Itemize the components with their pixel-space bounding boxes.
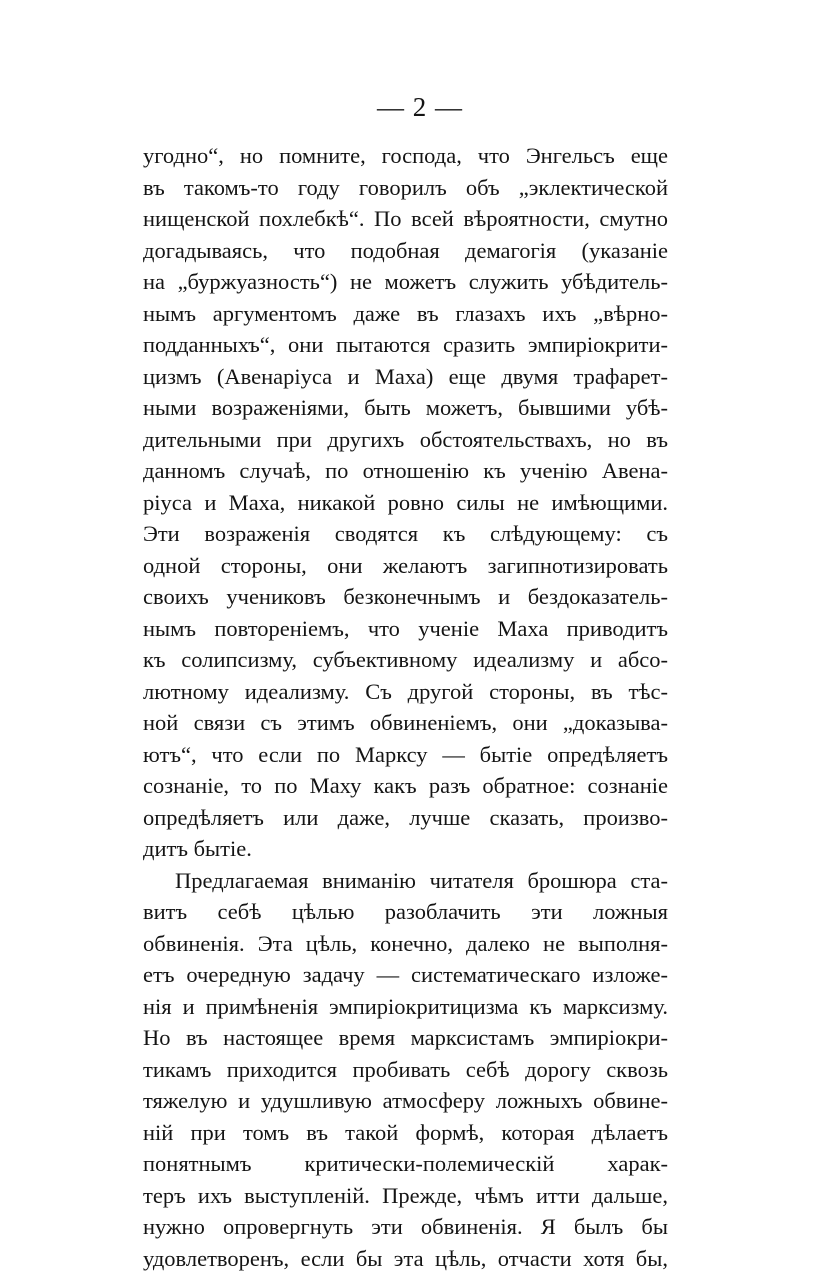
text-line: понятнымъ критически-полемическій харак- [143,1148,668,1180]
text-line: нымъ аргументомъ даже въ глазахъ ихъ „вѣрно- [143,298,668,330]
text-line: нія и примѣненія эмпиріокритицизма къ марксизму. [143,991,668,1023]
text-line: ній при томъ въ такой формѣ, которая дѣлаетъ [143,1117,668,1149]
text-line: ріуса и Маха, никакой ровно силы не имѣющими. [143,487,668,519]
text-line: обвиненія. Эта цѣль, конечно, далеко не выполня- [143,928,668,960]
text-line: сознаніе, то по Маху какъ разъ обратное: сознаніе [143,770,668,802]
text-line: Предлагаемая вниманію читателя брошюра ста- [143,865,668,897]
text-line: нужно опровергнуть эти обвиненія. Я былъ бы [143,1211,668,1243]
text-line: удовлетворенъ, если бы эта цѣль, отчасти хотя бы, [143,1243,668,1274]
text-line: ными возраженіями, быть можетъ, бывшими убѣ- [143,392,668,424]
body-text [143,140,668,1274]
text-line: теръ ихъ выступленій. Прежде, чѣмъ итти дальше, [143,1180,668,1212]
paragraph-1 [143,140,668,865]
text-line: одной стороны, они желаютъ загипнотизировать [143,550,668,582]
text-line: етъ очередную задачу — систематическаго изложе- [143,959,668,991]
text-line: въ такомъ-то году говорилъ объ „эклектической [143,172,668,204]
text-line: къ солипсизму, субъективному идеализму и абсо- [143,644,668,676]
text-line: Но въ настоящее время марксистамъ эмпиріокри- [143,1022,668,1054]
text-line: лютному идеализму. Съ другой стороны, въ тѣс- [143,676,668,708]
page-number: — 2 — [0,92,840,123]
text-line: цизмъ (Авенаріуса и Маха) еще двумя трафарет- [143,361,668,393]
text-line: на „буржуазность“) не можетъ служить убѣдитель- [143,266,668,298]
text-line: дитъ бытіе. [143,833,668,865]
text-line: угодно“, но помните, господа, что Энгельсъ еще [143,140,668,172]
text-line: витъ себѣ цѣлью разоблачить эти ложныя [143,896,668,928]
text-line: догадываясь, что подобная демагогія (указаніе [143,235,668,267]
paragraph-2 [143,865,668,1274]
text-line: ной связи съ этимъ обвиненіемъ, они „доказыва- [143,707,668,739]
text-line: дительными при другихъ обстоятельствахъ, но въ [143,424,668,456]
text-line: ютъ“, что если по Марксу — бытіе опредѣляетъ [143,739,668,771]
text-line: Эти возраженія сводятся къ слѣдующему: съ [143,518,668,550]
text-line: подданныхъ“, они пытаются сразить эмпиріокрити- [143,329,668,361]
text-line: нищенской похлебкѣ“. По всей вѣроятности, смутно [143,203,668,235]
text-line: нымъ повтореніемъ, что ученіе Маха приводитъ [143,613,668,645]
text-line: тикамъ приходится пробивать себѣ дорогу сквозь [143,1054,668,1086]
text-line: опредѣляетъ или даже, лучше сказать, произво- [143,802,668,834]
text-line: своихъ учениковъ безконечнымъ и бездоказатель- [143,581,668,613]
text-line: тяжелую и удушливую атмосферу ложныхъ обвине- [143,1085,668,1117]
text-line: данномъ случаѣ, по отношенію къ ученію Авена- [143,455,668,487]
